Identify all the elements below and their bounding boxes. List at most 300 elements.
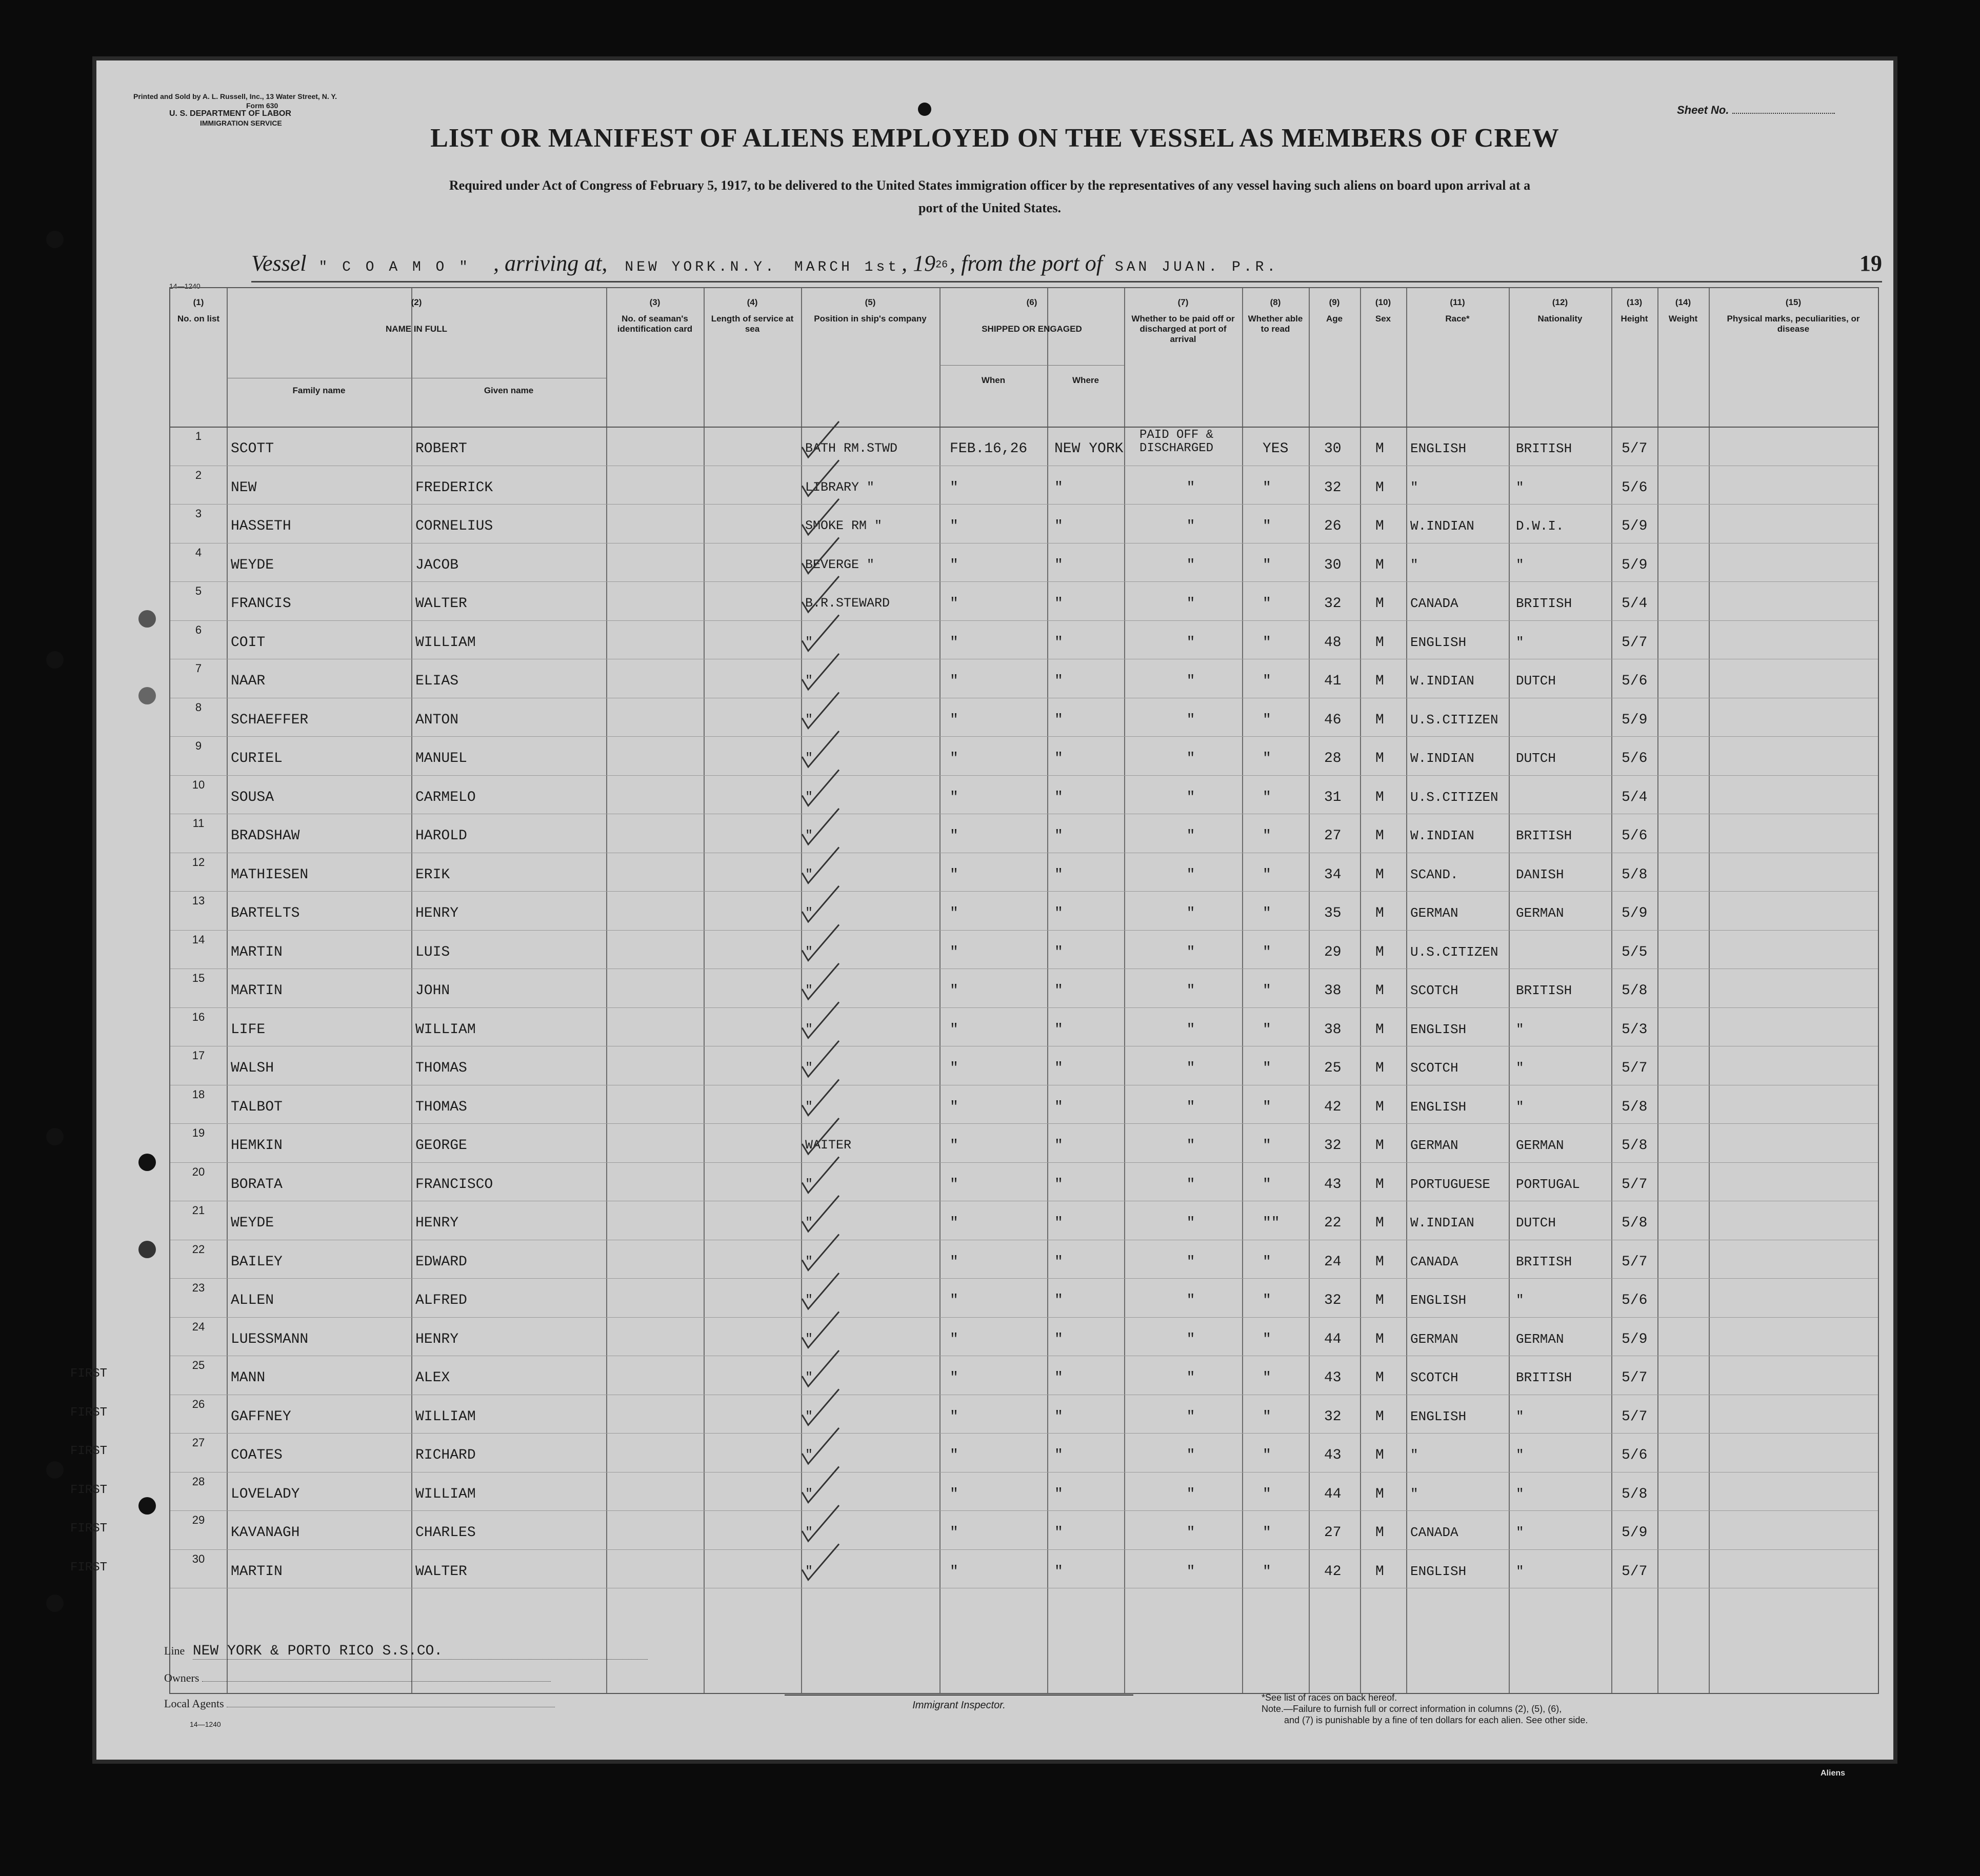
shipped-when[interactable]: " xyxy=(950,673,958,689)
family-name[interactable]: CURIEL xyxy=(231,751,283,766)
cell-service[interactable] xyxy=(704,504,801,543)
family-name[interactable]: KAVANAGH xyxy=(231,1525,300,1541)
given-name[interactable]: ELIAS xyxy=(415,673,459,689)
age[interactable]: 43 xyxy=(1324,1370,1342,1386)
race[interactable]: W.INDIAN xyxy=(1410,828,1474,843)
cell-weight[interactable] xyxy=(1657,1433,1709,1472)
race[interactable]: CANADA xyxy=(1410,596,1458,611)
race[interactable]: U.S.CITIZEN xyxy=(1410,944,1498,960)
given-name[interactable]: ALEX xyxy=(415,1370,450,1386)
sex[interactable]: M xyxy=(1375,1060,1384,1076)
cell-service[interactable] xyxy=(704,814,801,853)
family-name[interactable]: MARTIN xyxy=(231,944,283,960)
age[interactable]: 31 xyxy=(1324,789,1342,805)
paid-off[interactable]: " xyxy=(1186,983,1195,999)
cell-weight[interactable] xyxy=(1657,1007,1709,1046)
height[interactable]: 5/8 xyxy=(1622,1215,1648,1231)
sex[interactable]: M xyxy=(1375,557,1384,573)
cell-marks[interactable] xyxy=(1709,1085,1878,1124)
paid-off[interactable]: " xyxy=(1186,1293,1195,1308)
sex[interactable]: M xyxy=(1375,944,1384,960)
shipped-when[interactable]: " xyxy=(950,1254,958,1270)
cell-service[interactable] xyxy=(704,1278,801,1317)
shipped-when[interactable]: " xyxy=(950,557,958,573)
nationality[interactable]: " xyxy=(1516,1293,1524,1308)
able-to-read[interactable]: " xyxy=(1263,1021,1271,1038)
year-suffix[interactable]: 26 xyxy=(935,259,948,271)
paid-off[interactable]: " xyxy=(1186,518,1195,534)
height[interactable]: 5/7 xyxy=(1622,1370,1648,1386)
sex[interactable]: M xyxy=(1375,789,1384,805)
shipped-when[interactable]: " xyxy=(950,1021,958,1038)
cell-marks[interactable] xyxy=(1709,969,1878,1007)
given-name[interactable]: ALFRED xyxy=(415,1293,467,1308)
cell-service[interactable] xyxy=(704,969,801,1007)
owners-field[interactable] xyxy=(202,1681,551,1682)
age[interactable]: 42 xyxy=(1324,1563,1342,1580)
cell-card[interactable] xyxy=(606,1046,704,1085)
paid-off[interactable]: " xyxy=(1186,1525,1195,1541)
able-to-read[interactable]: " xyxy=(1263,1254,1271,1270)
cell-service[interactable] xyxy=(704,1046,801,1085)
cell-service[interactable] xyxy=(704,1549,801,1588)
position[interactable]: " xyxy=(805,1563,813,1579)
cell-marks[interactable] xyxy=(1709,1472,1878,1511)
cell-weight[interactable] xyxy=(1657,1278,1709,1317)
given-name[interactable]: HENRY xyxy=(415,1331,459,1347)
shipped-when[interactable]: " xyxy=(950,1563,958,1580)
cell-service[interactable] xyxy=(704,891,801,930)
given-name[interactable]: CHARLES xyxy=(415,1525,476,1541)
able-to-read[interactable]: " xyxy=(1263,518,1271,534)
race[interactable]: ENGLISH xyxy=(1410,1563,1467,1579)
race[interactable]: " xyxy=(1410,1486,1418,1502)
cell-weight[interactable] xyxy=(1657,1085,1709,1124)
race[interactable]: CANADA xyxy=(1410,1525,1458,1540)
position[interactable]: B.R.STEWARD xyxy=(805,596,890,611)
height[interactable]: 5/7 xyxy=(1622,1176,1648,1193)
cell-card[interactable] xyxy=(606,1162,704,1201)
age[interactable]: 38 xyxy=(1324,1021,1342,1038)
family-name[interactable]: WALSH xyxy=(231,1060,274,1076)
cell-service[interactable] xyxy=(704,543,801,582)
family-name[interactable]: MARTIN xyxy=(231,983,283,999)
nationality[interactable]: BRITISH xyxy=(1516,983,1572,998)
sex[interactable]: M xyxy=(1375,905,1384,921)
given-name[interactable]: JACOB xyxy=(415,557,459,573)
paid-off[interactable]: " xyxy=(1186,1331,1195,1347)
nationality[interactable]: " xyxy=(1516,557,1524,573)
shipped-where[interactable]: " xyxy=(1054,634,1063,651)
sex[interactable]: M xyxy=(1375,634,1384,651)
cell-service[interactable] xyxy=(704,698,801,737)
family-name[interactable]: GAFFNEY xyxy=(231,1408,291,1425)
cell-weight[interactable] xyxy=(1657,775,1709,814)
shipped-where[interactable]: " xyxy=(1054,905,1063,921)
nationality[interactable]: D.W.I. xyxy=(1516,518,1564,534)
position[interactable]: " xyxy=(805,673,813,688)
shipped-when[interactable]: " xyxy=(950,789,958,805)
able-to-read[interactable]: " xyxy=(1263,828,1271,844)
race[interactable]: GERMAN xyxy=(1410,905,1458,921)
height[interactable]: 5/8 xyxy=(1622,983,1648,999)
family-name[interactable]: SOUSA xyxy=(231,789,274,805)
position[interactable]: " xyxy=(805,1254,813,1269)
paid-off[interactable]: " xyxy=(1186,1563,1195,1580)
family-name[interactable]: BARTELTS xyxy=(231,905,300,921)
paid-off[interactable]: " xyxy=(1186,1215,1195,1231)
arriving-place[interactable]: NEW YORK.N.Y. xyxy=(625,259,777,275)
position[interactable]: " xyxy=(805,751,813,765)
height[interactable]: 5/9 xyxy=(1622,905,1648,921)
height[interactable]: 5/9 xyxy=(1622,557,1648,573)
cell-service[interactable] xyxy=(704,775,801,814)
cell-card[interactable] xyxy=(606,814,704,853)
age[interactable]: 43 xyxy=(1324,1176,1342,1193)
cell-card[interactable] xyxy=(606,1510,704,1549)
given-name[interactable]: WILLIAM xyxy=(415,1021,476,1038)
sex[interactable]: M xyxy=(1375,1293,1384,1308)
cell-marks[interactable] xyxy=(1709,814,1878,853)
shipped-where[interactable]: " xyxy=(1054,557,1063,573)
sex[interactable]: M xyxy=(1375,479,1384,496)
family-name[interactable]: BRADSHAW xyxy=(231,828,300,844)
given-name[interactable]: HENRY xyxy=(415,1215,459,1231)
sex[interactable]: M xyxy=(1375,441,1384,457)
able-to-read[interactable]: " xyxy=(1263,905,1271,921)
cell-marks[interactable] xyxy=(1709,930,1878,969)
able-to-read[interactable]: " xyxy=(1263,944,1271,960)
position[interactable]: " xyxy=(805,1408,813,1424)
shipped-when[interactable]: FEB.16,26 xyxy=(950,441,1028,457)
able-to-read[interactable]: " xyxy=(1263,1525,1271,1541)
height[interactable]: 5/7 xyxy=(1622,634,1648,651)
age[interactable]: 44 xyxy=(1324,1486,1342,1502)
cell-marks[interactable] xyxy=(1709,504,1878,543)
nationality[interactable]: BRITISH xyxy=(1516,1254,1572,1269)
able-to-read[interactable]: " xyxy=(1263,1486,1271,1502)
shipped-where[interactable]: " xyxy=(1054,1370,1063,1386)
cell-marks[interactable] xyxy=(1709,853,1878,892)
race[interactable]: GERMAN xyxy=(1410,1138,1458,1153)
position[interactable]: " xyxy=(805,1021,813,1037)
position[interactable]: " xyxy=(805,1293,813,1307)
sex[interactable]: M xyxy=(1375,866,1384,883)
family-name[interactable]: TALBOT xyxy=(231,1099,283,1115)
able-to-read[interactable]: " xyxy=(1263,1408,1271,1425)
family-name[interactable]: BAILEY xyxy=(231,1254,283,1270)
nationality[interactable]: GERMAN xyxy=(1516,1138,1564,1153)
shipped-when[interactable]: " xyxy=(950,1486,958,1502)
age[interactable]: 32 xyxy=(1324,1408,1342,1425)
cell-card[interactable] xyxy=(606,1085,704,1124)
nationality[interactable]: BRITISH xyxy=(1516,828,1572,843)
shipped-when[interactable]: " xyxy=(950,866,958,883)
cell-service[interactable] xyxy=(704,1395,801,1434)
height[interactable]: 5/7 xyxy=(1622,1563,1648,1580)
height[interactable]: 5/4 xyxy=(1622,596,1648,612)
given-name[interactable]: GEORGE xyxy=(415,1138,467,1154)
shipped-when[interactable]: " xyxy=(950,596,958,612)
nationality[interactable]: " xyxy=(1516,1060,1524,1076)
position[interactable]: " xyxy=(805,1486,813,1501)
position[interactable]: " xyxy=(805,983,813,998)
cell-service[interactable] xyxy=(704,1007,801,1046)
family-name[interactable]: FRANCIS xyxy=(231,596,291,612)
cell-marks[interactable] xyxy=(1709,543,1878,582)
sex[interactable]: M xyxy=(1375,828,1384,844)
nationality[interactable]: " xyxy=(1516,1563,1524,1579)
family-name[interactable]: COIT xyxy=(231,634,266,651)
cell-weight[interactable] xyxy=(1657,1201,1709,1240)
position[interactable]: " xyxy=(805,944,813,959)
paid-off[interactable]: " xyxy=(1186,1254,1195,1270)
age[interactable]: 42 xyxy=(1324,1099,1342,1115)
cell-marks[interactable] xyxy=(1709,1201,1878,1240)
nationality[interactable]: " xyxy=(1516,479,1524,495)
race[interactable]: U.S.CITIZEN xyxy=(1410,789,1498,805)
cell-card[interactable] xyxy=(606,1278,704,1317)
cell-weight[interactable] xyxy=(1657,1395,1709,1434)
paid-off[interactable]: " xyxy=(1186,1408,1195,1425)
line-value[interactable]: NEW YORK & PORTO RICO S.S.CO. xyxy=(193,1643,648,1660)
shipped-where[interactable]: " xyxy=(1054,1563,1063,1580)
cell-card[interactable] xyxy=(606,427,704,466)
family-name[interactable]: SCHAEFFER xyxy=(231,712,309,728)
cell-service[interactable] xyxy=(704,1240,801,1279)
shipped-where[interactable]: " xyxy=(1054,983,1063,999)
shipped-where[interactable]: " xyxy=(1054,479,1063,496)
race[interactable]: " xyxy=(1410,479,1418,495)
age[interactable]: 27 xyxy=(1324,1525,1342,1541)
height[interactable]: 5/6 xyxy=(1622,673,1648,689)
sex[interactable]: M xyxy=(1375,1021,1384,1038)
given-name[interactable]: CARMELO xyxy=(415,789,476,805)
shipped-when[interactable]: " xyxy=(950,944,958,960)
nationality[interactable]: DUTCH xyxy=(1516,751,1556,766)
shipped-where[interactable]: " xyxy=(1054,1060,1063,1076)
height[interactable]: 5/3 xyxy=(1622,1021,1648,1038)
paid-off[interactable]: " xyxy=(1186,1370,1195,1386)
shipped-when[interactable]: " xyxy=(950,828,958,844)
cell-service[interactable] xyxy=(704,466,801,505)
cell-card[interactable] xyxy=(606,1395,704,1434)
given-name[interactable]: LUIS xyxy=(415,944,450,960)
given-name[interactable]: ANTON xyxy=(415,712,459,728)
sex[interactable]: M xyxy=(1375,1331,1384,1347)
family-name[interactable]: WEYDE xyxy=(231,557,274,573)
position[interactable]: " xyxy=(805,712,813,727)
able-to-read[interactable]: " xyxy=(1263,1563,1271,1580)
sex[interactable]: M xyxy=(1375,1447,1384,1463)
shipped-when[interactable]: " xyxy=(950,1060,958,1076)
shipped-when[interactable]: " xyxy=(950,905,958,921)
cell-service[interactable] xyxy=(704,659,801,698)
able-to-read[interactable]: YES xyxy=(1263,441,1289,457)
cell-marks[interactable] xyxy=(1709,1123,1878,1162)
cell-card[interactable] xyxy=(606,698,704,737)
position[interactable]: " xyxy=(805,634,813,650)
race[interactable]: W.INDIAN xyxy=(1410,518,1474,534)
age[interactable]: 32 xyxy=(1324,1138,1342,1154)
shipped-when[interactable]: " xyxy=(950,1447,958,1463)
cell-marks[interactable] xyxy=(1709,1007,1878,1046)
sex[interactable]: M xyxy=(1375,712,1384,728)
nationality[interactable]: BRITISH xyxy=(1516,596,1572,611)
nationality[interactable]: " xyxy=(1516,1486,1524,1502)
race[interactable]: " xyxy=(1410,1447,1418,1463)
race[interactable]: U.S.CITIZEN xyxy=(1410,712,1498,728)
shipped-where[interactable]: " xyxy=(1054,1486,1063,1502)
shipped-when[interactable]: " xyxy=(950,751,958,766)
cell-card[interactable] xyxy=(606,1317,704,1356)
paid-off[interactable]: " xyxy=(1186,479,1195,496)
cell-marks[interactable] xyxy=(1709,1162,1878,1201)
shipped-where[interactable]: " xyxy=(1054,1254,1063,1270)
cell-card[interactable] xyxy=(606,1007,704,1046)
sex[interactable]: M xyxy=(1375,596,1384,612)
age[interactable]: 30 xyxy=(1324,441,1342,457)
age[interactable]: 48 xyxy=(1324,634,1342,651)
position[interactable]: " xyxy=(805,866,813,882)
race[interactable]: SCOTCH xyxy=(1410,983,1458,998)
from-port[interactable]: SAN JUAN. P.R. xyxy=(1114,259,1279,275)
position[interactable]: BEVERGE " xyxy=(805,557,875,572)
inspector-signature-line[interactable] xyxy=(785,1695,1133,1711)
race[interactable]: PORTUGUESE xyxy=(1410,1176,1491,1192)
vessel-name[interactable]: " C O A M O " xyxy=(318,259,471,275)
sex[interactable]: M xyxy=(1375,518,1384,534)
paid-off[interactable]: " xyxy=(1186,1486,1195,1502)
shipped-where[interactable]: " xyxy=(1054,712,1063,728)
cell-weight[interactable] xyxy=(1657,581,1709,620)
shipped-when[interactable]: " xyxy=(950,634,958,651)
paid-off[interactable]: " xyxy=(1186,828,1195,844)
nationality[interactable]: GERMAN xyxy=(1516,1331,1564,1347)
cell-marks[interactable] xyxy=(1709,427,1878,466)
family-name[interactable]: BORATA xyxy=(231,1176,283,1193)
sex[interactable]: M xyxy=(1375,1563,1384,1580)
nationality[interactable]: " xyxy=(1516,634,1524,650)
family-name[interactable]: MARTIN xyxy=(231,1563,283,1580)
able-to-read[interactable]: " xyxy=(1263,1060,1271,1076)
shipped-when[interactable]: " xyxy=(950,479,958,496)
cell-marks[interactable] xyxy=(1709,736,1878,775)
cell-weight[interactable] xyxy=(1657,1317,1709,1356)
shipped-when[interactable]: " xyxy=(950,983,958,999)
cell-weight[interactable] xyxy=(1657,814,1709,853)
age[interactable]: 26 xyxy=(1324,518,1342,534)
race[interactable]: CANADA xyxy=(1410,1254,1458,1269)
age[interactable]: 32 xyxy=(1324,479,1342,496)
position[interactable]: WAITER xyxy=(805,1138,852,1153)
cell-card[interactable] xyxy=(606,736,704,775)
position[interactable]: " xyxy=(805,1099,813,1114)
able-to-read[interactable]: " xyxy=(1263,557,1271,573)
cell-card[interactable] xyxy=(606,1240,704,1279)
cell-weight[interactable] xyxy=(1657,930,1709,969)
paid-off[interactable]: " xyxy=(1186,1447,1195,1463)
height[interactable]: 5/9 xyxy=(1622,1331,1648,1347)
given-name[interactable]: WALTER xyxy=(415,1563,467,1580)
age[interactable]: 27 xyxy=(1324,828,1342,844)
family-name[interactable]: MATHIESEN xyxy=(231,866,309,883)
height[interactable]: 5/6 xyxy=(1622,1447,1648,1463)
family-name[interactable]: NEW xyxy=(231,479,257,496)
cell-service[interactable] xyxy=(704,620,801,659)
shipped-where[interactable]: " xyxy=(1054,1525,1063,1541)
nationality[interactable]: " xyxy=(1516,1447,1524,1463)
able-to-read[interactable]: " xyxy=(1263,1138,1271,1154)
age[interactable]: 29 xyxy=(1324,944,1342,960)
nationality[interactable]: GERMAN xyxy=(1516,905,1564,921)
race[interactable]: W.INDIAN xyxy=(1410,673,1474,689)
nationality[interactable]: BRITISH xyxy=(1516,1370,1572,1385)
cell-marks[interactable] xyxy=(1709,891,1878,930)
family-name[interactable]: HEMKIN xyxy=(231,1138,283,1154)
sex[interactable]: M xyxy=(1375,751,1384,766)
sex[interactable]: M xyxy=(1375,1099,1384,1115)
race[interactable]: W.INDIAN xyxy=(1410,751,1474,766)
sex[interactable]: M xyxy=(1375,983,1384,999)
position[interactable]: " xyxy=(805,789,813,804)
height[interactable]: 5/7 xyxy=(1622,1254,1648,1270)
able-to-read[interactable]: " xyxy=(1263,1370,1271,1386)
cell-weight[interactable] xyxy=(1657,969,1709,1007)
cell-card[interactable] xyxy=(606,853,704,892)
family-name[interactable]: COATES xyxy=(231,1447,283,1463)
cell-weight[interactable] xyxy=(1657,736,1709,775)
position[interactable]: " xyxy=(805,1370,813,1385)
race[interactable]: ENGLISH xyxy=(1410,1099,1467,1115)
race[interactable]: GERMAN xyxy=(1410,1331,1458,1347)
family-name[interactable]: ALLEN xyxy=(231,1293,274,1308)
position[interactable]: " xyxy=(805,1215,813,1230)
cell-marks[interactable] xyxy=(1709,1240,1878,1279)
shipped-when[interactable]: " xyxy=(950,1370,958,1386)
able-to-read[interactable]: " xyxy=(1263,673,1271,689)
cell-weight[interactable] xyxy=(1657,1162,1709,1201)
cell-weight[interactable] xyxy=(1657,1510,1709,1549)
shipped-when[interactable]: " xyxy=(950,1525,958,1541)
shipped-when[interactable]: " xyxy=(950,1293,958,1308)
race[interactable]: ENGLISH xyxy=(1410,1293,1467,1308)
age[interactable]: 41 xyxy=(1324,673,1342,689)
cell-weight[interactable] xyxy=(1657,427,1709,466)
paid-off[interactable]: " xyxy=(1186,789,1195,805)
shipped-where[interactable]: " xyxy=(1054,1021,1063,1038)
cell-weight[interactable] xyxy=(1657,1046,1709,1085)
height[interactable]: 5/9 xyxy=(1622,1525,1648,1541)
cell-card[interactable] xyxy=(606,930,704,969)
cell-service[interactable] xyxy=(704,930,801,969)
cell-marks[interactable] xyxy=(1709,1433,1878,1472)
able-to-read[interactable]: " xyxy=(1263,634,1271,651)
shipped-where[interactable]: " xyxy=(1054,1176,1063,1193)
height[interactable]: 5/4 xyxy=(1622,789,1648,805)
race[interactable]: ENGLISH xyxy=(1410,1021,1467,1037)
given-name[interactable]: WILLIAM xyxy=(415,634,476,651)
paid-off[interactable]: " xyxy=(1186,673,1195,689)
cell-service[interactable] xyxy=(704,1317,801,1356)
cell-marks[interactable] xyxy=(1709,1395,1878,1434)
age[interactable]: 28 xyxy=(1324,751,1342,766)
nationality[interactable]: DUTCH xyxy=(1516,1215,1556,1231)
age[interactable]: 44 xyxy=(1324,1331,1342,1347)
age[interactable]: 24 xyxy=(1324,1254,1342,1270)
given-name[interactable]: CORNELIUS xyxy=(415,518,493,534)
sex[interactable]: M xyxy=(1375,1370,1384,1386)
